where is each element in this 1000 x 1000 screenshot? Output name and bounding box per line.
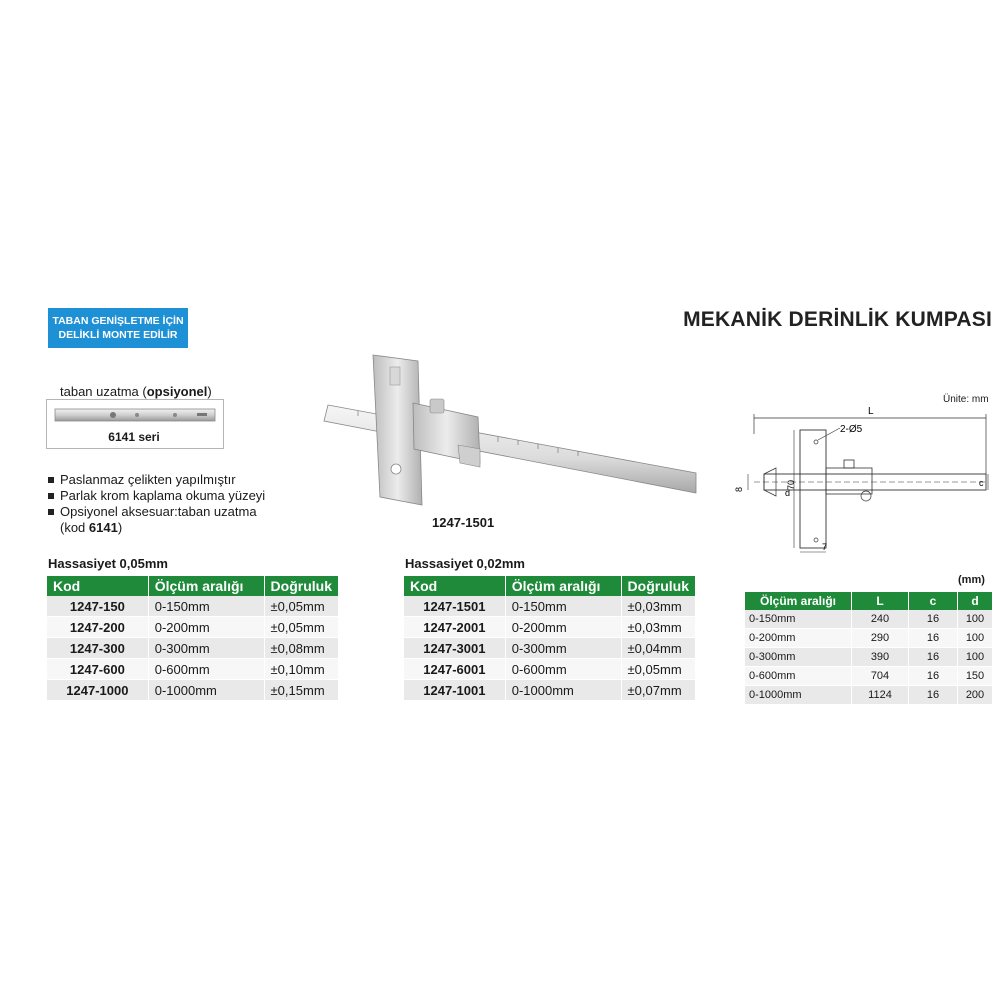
drawing-label-8: 8 [734, 486, 744, 492]
extension-series-label: 6141 seri [108, 430, 160, 444]
table-cell: 0-600mm [148, 659, 264, 680]
accuracy-table-002 [404, 576, 696, 701]
table-cell: ±0,03mm [621, 617, 695, 638]
table-cell: ±0,05mm [621, 659, 695, 680]
table-cell: 0-150mm [745, 610, 852, 629]
table-row [745, 648, 993, 667]
drawing-label-d: d [785, 488, 791, 498]
table-cell: 0-200mm [148, 617, 264, 638]
column-header: Ölçüm aralığı [745, 592, 852, 610]
table-row [404, 617, 696, 638]
table-cell: 0-300mm [148, 638, 264, 659]
table-cell: 290 [852, 629, 909, 648]
feature-item: Parlak krom kaplama okuma yüzeyi [48, 488, 265, 504]
table-cell: 0-150mm [505, 596, 621, 617]
mounting-badge [48, 308, 188, 348]
table-row [404, 596, 696, 617]
table-cell: 1247-3001 [404, 638, 505, 659]
column-header: Doğruluk [621, 576, 695, 596]
table-cell: 0-1000mm [148, 680, 264, 701]
table-cell: 0-200mm [745, 629, 852, 648]
badge-line-2: DELİKLİ MONTE EDİLİR [58, 329, 178, 341]
table-cell: ±0,05mm [264, 617, 338, 638]
page-title: MEKANİK DERİNLİK KUMPASI [683, 308, 992, 331]
table-cell: 16 [909, 629, 958, 648]
table-cell: ±0,15mm [264, 680, 338, 701]
table-cell: ±0,10mm [264, 659, 338, 680]
drawing-label-L: L [868, 406, 874, 417]
table-cell: 0-1000mm [505, 680, 621, 701]
table-cell: 0-600mm [745, 667, 852, 686]
table-cell: 100 [958, 629, 993, 648]
extension-caption [60, 384, 212, 399]
feature-cont-bold: 6141 [88, 520, 118, 535]
table-cell: 240 [852, 610, 909, 629]
column-header: d [958, 592, 993, 610]
table-cell: 1247-1000 [47, 680, 148, 701]
dimension-unit-label: (mm) [958, 574, 985, 586]
table-cell: 1247-2001 [404, 617, 505, 638]
table-cell: 100 [958, 610, 993, 629]
table-cell: 0-300mm [745, 648, 852, 667]
table-row [47, 638, 339, 659]
table-cell: 0-1000mm [745, 686, 852, 705]
feature-item: Paslanmaz çelikten yapılmıştır [48, 472, 265, 488]
column-header: Ölçüm aralığı [148, 576, 264, 596]
feature-cont-prefix: (kod [60, 520, 89, 535]
table-cell: 100 [958, 648, 993, 667]
table-cell: ±0,08mm [264, 638, 338, 659]
accuracy-table-005 [47, 576, 339, 701]
feature-list [48, 472, 265, 536]
table-row [404, 638, 696, 659]
table-cell: ±0,03mm [621, 596, 695, 617]
table-cell: 1247-200 [47, 617, 148, 638]
table-cell: 200 [958, 686, 993, 705]
feature-item-continuation [48, 520, 265, 536]
table-cell: 390 [852, 648, 909, 667]
table-cell: 16 [909, 667, 958, 686]
table-cell: 704 [852, 667, 909, 686]
column-header: Ölçüm aralığı [505, 576, 621, 596]
table-cell: 1247-6001 [404, 659, 505, 680]
table-cell: 150 [958, 667, 993, 686]
table-cell: 1247-300 [47, 638, 148, 659]
table-cell: 16 [909, 610, 958, 629]
table-cell: 0-200mm [505, 617, 621, 638]
table-row [745, 610, 993, 629]
badge-line-1: TABAN GENİŞLETME İÇİN [52, 315, 184, 327]
table-row [47, 596, 339, 617]
table-cell: 1247-1501 [404, 596, 505, 617]
table-row [745, 667, 993, 686]
table-cell: 16 [909, 686, 958, 705]
table-cell: 0-300mm [505, 638, 621, 659]
column-header: c [909, 592, 958, 610]
table-cell: 0-150mm [148, 596, 264, 617]
column-header: Kod [47, 576, 148, 596]
table-row [404, 659, 696, 680]
table-row [745, 686, 993, 705]
extension-caption-suffix: ) [207, 384, 212, 399]
drawing-label-c: c [979, 478, 984, 488]
table-cell: 1247-600 [47, 659, 148, 680]
feature-cont-suffix: ) [117, 520, 123, 535]
table-row [404, 680, 696, 701]
technical-drawing [736, 404, 992, 560]
table-cell: ±0,04mm [621, 638, 695, 659]
extension-caption-prefix: taban uzatma ( [60, 384, 147, 399]
table1-title: Hassasiyet 0,05mm [48, 556, 168, 571]
table-cell: 16 [909, 648, 958, 667]
feature-item: Opsiyonel aksesuar:taban uzatma [48, 504, 265, 520]
table-cell: ±0,05mm [264, 596, 338, 617]
product-code: 1247-1501 [432, 515, 495, 530]
column-header: L [852, 592, 909, 610]
column-header: Doğruluk [264, 576, 338, 596]
drawing-label-hole: 2-Ø5 [840, 424, 863, 435]
dimensions-table [745, 592, 993, 705]
table-row [47, 617, 339, 638]
drawing-label-7: 7 [822, 542, 828, 552]
table-row [745, 629, 993, 648]
table-cell: ±0,07mm [621, 680, 695, 701]
table-cell: 0-600mm [505, 659, 621, 680]
table-row [47, 680, 339, 701]
column-header: Kod [404, 576, 505, 596]
table-cell: 1247-1001 [404, 680, 505, 701]
table2-title: Hassasiyet 0,02mm [405, 556, 525, 571]
table-cell: 1124 [852, 686, 909, 705]
drawing-label-70: 70 [786, 479, 796, 490]
table-row [47, 659, 339, 680]
depth-caliper-photo [318, 345, 700, 510]
unit-label: Ünite: mm [943, 394, 989, 405]
extension-caption-bold: opsiyonel [146, 384, 208, 399]
table-cell: 1247-150 [47, 596, 148, 617]
